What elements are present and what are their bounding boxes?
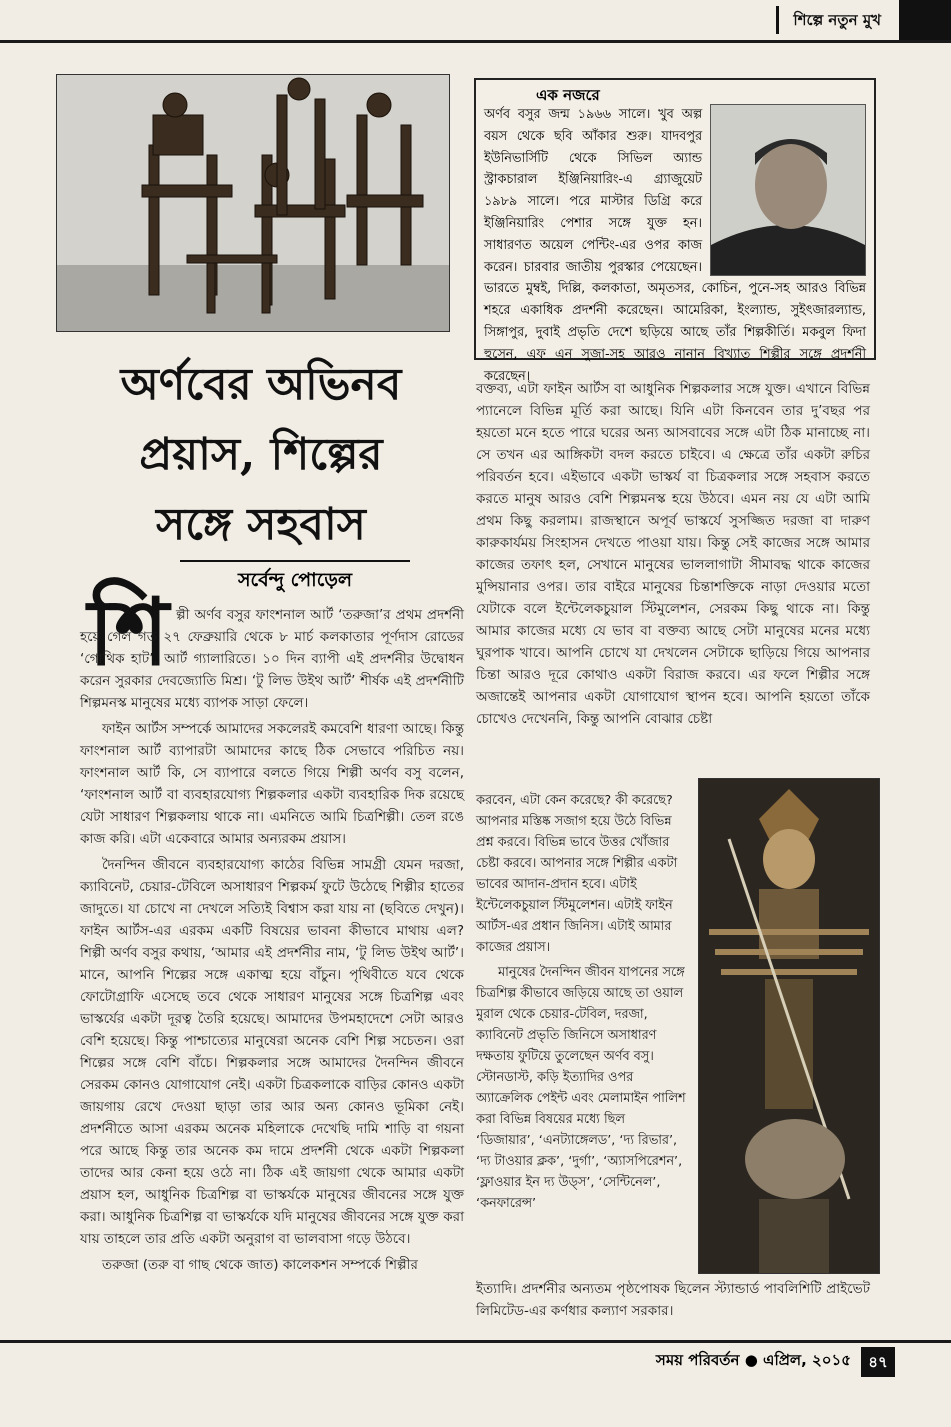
closing-line: [476, 1278, 870, 1326]
page-number: ৪৭: [861, 1347, 895, 1377]
left-paragraph: ফাইন আর্টস সম্পর্কে আমাদের সকলেরই কমবেশি ধারণা আছে। কিন্তু ফাংশনাল আর্ট ব্যাপারটা আমাদের কাছে ঠিক সেভাবে পরিচিত নয়। ফাংশনাল আর্ট কি, সে ব্যাপারে বলতে গিয়ে শিল্পী অর্ণব বসু বলেন, ‘ফাংশনাল আর্ট বা ব্যবহারযোগ্য শিল্পকলার একটা ব্যবহারিক দিক রয়েছে যেটা সাধারণ শিল্পকলায় থাকে না। এমনিতে আমি চিত্রশিল্পী। তেল রঙে কাজ করি। এটা একেবারে আমার অন্যরকম প্রয়াস।: [80, 721, 464, 847]
narrow-paragraph: করবেন, এটা কেন করেছে? কী করেছে? আপনার মস্তিষ্ক সজাগ হয়ে উঠে বিভিন্ন প্রশ্ন করবে। বিভিন্ন ভাবে উত্তর খোঁজার চেষ্টা করবে। আপনার সঙ্গে শিল্পীর একটা ভাবের আদান-প্রদান হবে। এটাই ইন্টেলেকচুয়াল স্টিমুলেশন। এটাই ফাইন আর্টস-এর প্রধান জিনিস। এটাই আমার কাজের প্রয়াস।: [476, 793, 678, 955]
corner-block: [899, 0, 951, 40]
top-bar: [0, 0, 951, 43]
portrait-illustration: [711, 105, 865, 275]
left-paragraph: ল্পী অর্ণব বসুর ফাংশনাল আর্ট ‘তরুজা’র প্রথম প্রদর্শনী হয়ে গেল গত ২৭ ফেব্রুয়ারি থেকে ৮ মার্চ কলকাতার পূর্ণদাস রোডের ‘গোথিক হাট’, আর্ট গ্যালারিতে। ১০ দিন ব্যাপী এই প্রদর্শনীর উদ্বোধন করেন সুরকার দেবজ্যোতি মিশ্র। ‘টু লিভ উইথ আর্ট’ শীর্ষক এই প্রদর্শনীটি শিল্পমনস্ক মানুষের মধ্যে ব্যাপক সাড়া ফেলে।: [80, 607, 464, 711]
at-a-glance-box: [474, 78, 876, 384]
right-paragraph: বক্তব্য, এটা ফাইন আর্টস বা আধুনিক শিল্পকলার সঙ্গে যুক্ত। এখানে বিভিন্ন প্যানেলে বিভিন্ন মূর্তি করা আছে। যিনি এটা কিনবেন তার দু’বছর পর হয়তো মনে হতে পারে ঘরের অন্য আসবাবের সঙ্গে এটা ঠিক মানাচ্ছে না। সে তখন এর আঙ্গিকটা বদল করতে চাইবে। এ ক্ষেত্রে তাঁর একটা রুচির পরিবর্তন হবে। এইভাবে একটা ভাস্কর্য বা চিত্রকলার সঙ্গে সহবাস করতে করতে মানুষ আরও বেশি শিল্পমনস্ক হয়ে উঠবে। এমন নয় যে এটা আমি প্রথম কিছু করলাম। রাজস্থানে অপূর্ব ভাস্কর্যে সুসজ্জিত দরজা বা দারুণ কারুকার্যময় সিংহাসন দেখতে পাওয়া যায়। কিন্তু সেই কাজের সঙ্গে আমার কাজের তফাৎ হল, সেখানে মানুষের ভাললাগাটা সীমাবদ্ধ থাকে কাজের মুন্সিয়ানার ওপর। তার বাইরে মানুষের চিন্তাশক্তিকে নাড়া দেওয়ার মতো যেটাকে বলে ইন্টেলেকচুয়াল স্টিমুলেশন, সেরকম কিছু থাকে না। কিন্তু আমার কাজের মধ্যে যে ভাব বা বক্তব্য আছে সেটা মানুষের মনের মধ্যে ঘুরপাক খাবে। আপনি চোখে যা দেখলেন সেটাকে ছাড়িয়ে গিয়ে আপনার চিন্তা আরও দূরে কোথাও একটা বিরাজ করবে। এর ফলে শিল্পীর সঙ্গে অজান্তেই আপনার একটা যোগাযোগ স্থাপন হবে। আপনি হয়তো তাঁকে চোখেও দেখেননি, কিন্তু আপনি বোঝার চেষ্টা: [476, 381, 870, 727]
closing-paragraph: ইত্যাদি। প্রদর্শনীর অন্যতম পৃষ্ঠপোষক ছিলেন স্ট্যান্ডার্ড পাবলিশিটি প্রাইভেট লিমিটেড-এর কর্ণধার কল্যাণ সরকার।: [476, 1281, 870, 1319]
durga-illustration: [699, 779, 879, 1273]
headline-line-2: প্রয়াস, শিল্পের: [139, 429, 383, 480]
narrow-paragraph: মানুষের দৈনন্দিন জীবন যাপনের সঙ্গে চিত্রশিল্প কীভাবে জড়িয়ে আছে তা ওয়াল মুরাল থেকে চেয়ার-টেবিল, দরজা, ক্যাবিনেট প্রভৃতি জিনিসে অসাধারণ দক্ষতায় ফুটিয়ে তুলেছেন অর্ণব বসু। স্টোনডাস্ট, কড়ি ইত্যাদির ওপর অ্যাক্রেলিক পেইন্ট এবং মেলামাইন পালিশ করা বিভিন্ন বিষয়ের মধ্যে ছিল ‘ডিজায়ার’, ‘এনট্যাঙ্গেলড’, ‘দ্য রিভার’, ‘দ্য টাওয়ার ক্লক’, ‘দুর্গা’, ‘অ্যাসপিরেশন’, ‘ফ্লাওয়ার ইন দ্য উড্স’, ‘সেন্টিনেল’, ‘কনফারেন্স’: [476, 965, 686, 1211]
durga-photo: [698, 778, 880, 1274]
narrow-column: [476, 790, 686, 1218]
publication-info: সময় পরিবর্তন ● এপ্রিল, ২০১৫: [655, 1351, 851, 1369]
headline-line-3: সঙ্গে সহবাস: [156, 499, 366, 550]
headline-line-1: অর্ণবের অভিনব: [120, 359, 402, 410]
right-column: [476, 378, 870, 734]
chairs-illustration: [57, 75, 449, 331]
headline: [56, 350, 466, 560]
drop-cap: শি: [88, 578, 169, 686]
glance-text-block: [484, 104, 866, 387]
chairs-photo: [56, 74, 450, 332]
byline: সর্বেন্দু পোড়েল: [180, 560, 410, 598]
left-paragraph: দৈনন্দিন জীবনে ব্যবহারযোগ্য কাঠের বিভিন্ন সামগ্রী যেমন দরজা, ক্যাবিনেট, চেয়ার-টেবিলে অসাধারণ শিল্পকর্ম ফুটে উঠেছে শিল্পীর হাতের জাদুতে। যা চোখে না দেখলে সত্যিই বিশ্বাস করা যায় না (ছবিতে দেখুন)। ফাইন আর্টস-এর এরকম একটি বিষয়ের ভাবনা কীভাবে মাথায় এল? শিল্পী অর্ণব বসুর কথায়, ‘আমার এই প্রদর্শনীর নাম, ‘টু লিভ উইথ আর্ট’। মানে, আপনি শিল্পের সঙ্গে একাত্ম হয়ে বাঁচুন। পৃথিবীতে যবে থেকে ফোটোগ্রাফি এসেছে তবে থেকে সাধারণ মানুষের সঙ্গে চিত্রশিল্প এবং ভাস্কর্যের একটা দূরত্ব তৈরি হয়েছে। আমাদের উপমহাদেশে সেটা আরও বেশি হয়েছে। কিন্তু পাশ্চাত্যের মানুষেরা অনেক বেশি শিল্প সচেতন। ওরা শিল্পের সঙ্গে বেশি বাঁচে। শিল্পকলার সঙ্গে আমাদের দৈনন্দিন জীবনে সেরকম কোনও যোগাযোগ নেই। একটা চিত্রকলাকে বাড়ির কোনও একটা জায়গায় রেখে দেওয়া ছাড়া তার আর অন্য কোনও ভূমিকা নেই। প্রদর্শনীতে আসা এরকম অনেক মহিলাকে দেখেছি দামি শাড়ি বা গয়না পরে আছে কিন্তু তার অনেক কম দামে প্রদর্শনী থেকে একটা শিল্পকলা তাদের আর কেনা হয়ে ওঠে না। ঠিক এই জায়গা থেকে আমার একটা প্রয়াস হল, আধুনিক চিত্রশিল্প বা ভাস্কর্যকে মানুষের জীবনের সঙ্গে যুক্ত করা। আধুনিক চিত্রশিল্প বা ভাস্কর্যকে যদি মানুষের জীবনের সঙ্গে যুক্ত করা যায় তাহলে তার প্রতি একটা অনুরাগ বা ভালবাসা গড়ে উঠবে।: [80, 857, 464, 1247]
left-column: [80, 604, 464, 1280]
glance-text: অর্ণব বসুর জন্ম ১৯৬৬ সালে। খুব অল্প বয়স থেকে ছবি আঁকার শুরু। যাদবপুর ইউনিভার্সিটি থেকে সিভিল অ্যান্ড স্ট্রাকচারাল ইঞ্জিনিয়ারিং-এ গ্র্যাজুয়েট ১৯৮৯ সালে। পরে মাস্টার ডিগ্রি করে ইঞ্জিনিয়ারিং পেশার সঙ্গে যুক্ত হন। সাধারণত অয়েল পেন্টিং-এর ওপর কাজ করেন। চারবার জাতীয় পুরস্কার পেয়েছেন। ভারতে মুম্বই, দিল্লি, কলকাতা, অমৃতসর, কোচিন, পুনে-সহ আরও বিভিন্ন শহরে একাধিক প্রদর্শনী করেছেন। আমেরিকা, ইংল্যান্ড, সুইৎজারল্যান্ড, সিঙ্গাপুর, দুবাই প্রভৃতি দেশে ছড়িয়ে আছে তাঁর শিল্পকীর্তি। মকবুল ফিদা হুসেন, এফ এন সুজা-সহ আরও নানান বিখ্যাত শিল্পীর সঙ্গে প্রদর্শনী করেছেন।: [484, 107, 866, 384]
glance-title: এক নজরে: [536, 86, 600, 104]
section-label: শিল্পে নতুন মুখ: [776, 6, 895, 34]
left-paragraph: তরুজা (তরু বা গাছ থেকে জাত) কালেকশন সম্পর্কে শিল্পীর: [102, 1257, 418, 1273]
artist-portrait: [710, 104, 866, 276]
footer: [0, 1340, 951, 1379]
